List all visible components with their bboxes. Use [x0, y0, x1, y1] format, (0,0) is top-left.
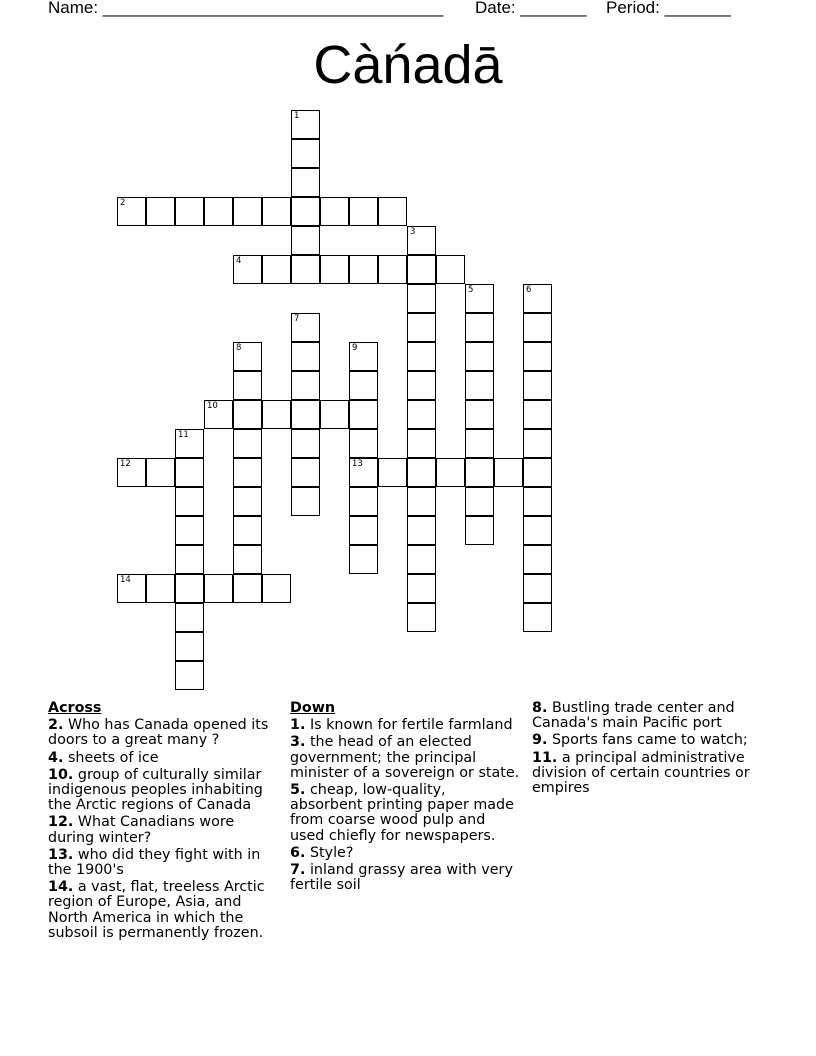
- grid-cell[interactable]: [523, 371, 552, 400]
- grid-cell[interactable]: [465, 487, 494, 516]
- grid-cell[interactable]: [436, 458, 465, 487]
- grid-cell[interactable]: [175, 574, 204, 603]
- grid-cell[interactable]: [523, 545, 552, 574]
- grid-cell[interactable]: [523, 284, 552, 313]
- grid-cell[interactable]: [175, 603, 204, 632]
- clue-down-11: 11. a principal administrative division of certain countries or empires: [532, 749, 750, 797]
- grid-cell[interactable]: [465, 458, 494, 487]
- grid-cell[interactable]: [349, 458, 378, 487]
- grid-cell[interactable]: [523, 400, 552, 429]
- grid-cell[interactable]: [175, 661, 204, 690]
- grid-cell[interactable]: [465, 400, 494, 429]
- grid-cell[interactable]: [407, 516, 436, 545]
- clue-number: 10: [207, 401, 218, 411]
- clue-number: 14: [120, 575, 131, 585]
- grid-cell[interactable]: [175, 458, 204, 487]
- clue-across-2: 2. Who has Canada opened its doors to a great many ?: [48, 717, 269, 749]
- grid-cell[interactable]: [175, 429, 204, 458]
- grid-cell[interactable]: [407, 429, 436, 458]
- grid-cell[interactable]: [204, 574, 233, 603]
- clue-down-6: 6. Style?: [290, 844, 354, 861]
- grid-cell[interactable]: [523, 574, 552, 603]
- across-clues: [48, 701, 280, 943]
- grid-cell[interactable]: [523, 342, 552, 371]
- clue-down-3: 3. the head of an elected government; the principal minister of a sovereign or state.: [290, 734, 520, 781]
- clue-number: 5: [468, 285, 474, 295]
- grid-cell[interactable]: [233, 371, 262, 400]
- grid-cell[interactable]: [407, 574, 436, 603]
- grid-cell[interactable]: [204, 197, 233, 226]
- grid-cell[interactable]: [407, 313, 436, 342]
- page-title: Càńadā: [313, 35, 503, 95]
- grid-cell[interactable]: [175, 632, 204, 661]
- name-field: Name: ____________________________________: [48, 0, 444, 17]
- clue-number: 6: [526, 285, 532, 295]
- clue-number: 4: [236, 256, 242, 266]
- clue-number: 13: [352, 459, 363, 469]
- grid-cell[interactable]: [465, 371, 494, 400]
- grid-cell[interactable]: [262, 255, 291, 284]
- grid-cell[interactable]: [320, 197, 349, 226]
- grid-cell[interactable]: [349, 197, 378, 226]
- grid-cell[interactable]: [233, 574, 262, 603]
- grid-cell[interactable]: [465, 429, 494, 458]
- grid-cell[interactable]: [465, 342, 494, 371]
- grid-cell[interactable]: [291, 197, 320, 226]
- grid-cell[interactable]: [407, 458, 436, 487]
- grid-cell[interactable]: [378, 458, 407, 487]
- grid-cell[interactable]: [436, 255, 465, 284]
- grid-cell[interactable]: [523, 313, 552, 342]
- grid-cell[interactable]: [117, 458, 146, 487]
- clue-number: 9: [352, 343, 358, 353]
- grid-cell[interactable]: [291, 226, 320, 255]
- grid-cell[interactable]: [349, 429, 378, 458]
- clue-number: 3: [410, 227, 416, 237]
- grid-cell[interactable]: [407, 284, 436, 313]
- grid-cell[interactable]: [262, 400, 291, 429]
- grid-cell[interactable]: [320, 255, 349, 284]
- down-clues: [290, 701, 522, 895]
- grid-cell[interactable]: [233, 545, 262, 574]
- grid-cell[interactable]: [349, 516, 378, 545]
- clue-down-5: 5. cheap, low-quality, absorbent printing paper made from coarse wood pulp and used chiefly for newspapers.: [290, 782, 514, 844]
- grid-cell[interactable]: [407, 545, 436, 574]
- grid-cell[interactable]: [233, 342, 262, 371]
- grid-cell[interactable]: [291, 487, 320, 516]
- down-heading: Down: [290, 700, 336, 716]
- grid-cell[interactable]: [233, 400, 262, 429]
- grid-cell[interactable]: [233, 487, 262, 516]
- clue-number: 1: [294, 111, 300, 121]
- grid-cell[interactable]: [117, 197, 146, 226]
- grid-cell[interactable]: [465, 313, 494, 342]
- down-clues-continued: [532, 701, 772, 798]
- grid-cell[interactable]: [523, 458, 552, 487]
- clue-down-8: 8. Bustling trade center and Canada's main Pacific port: [532, 700, 735, 732]
- grid-cell[interactable]: [349, 371, 378, 400]
- clue-down-1: 1. Is known for fertile farmland: [290, 717, 513, 734]
- grid-cell[interactable]: [291, 255, 320, 284]
- grid-cell[interactable]: [204, 400, 233, 429]
- grid-cell[interactable]: [465, 284, 494, 313]
- grid-cell[interactable]: [407, 400, 436, 429]
- grid-cell[interactable]: [320, 400, 349, 429]
- grid-cell[interactable]: [407, 487, 436, 516]
- grid-cell[interactable]: [291, 313, 320, 342]
- grid-cell[interactable]: [291, 458, 320, 487]
- grid-cell[interactable]: [291, 139, 320, 168]
- grid-cell[interactable]: [291, 429, 320, 458]
- grid-cell[interactable]: [146, 197, 175, 226]
- grid-cell[interactable]: [233, 516, 262, 545]
- grid-cell[interactable]: [465, 516, 494, 545]
- grid-cell[interactable]: [291, 371, 320, 400]
- clue-across-10: 10. group of culturally similar indigenous peoples inhabiting the Arctic regions of Canada: [48, 766, 263, 814]
- clue-number: 8: [236, 343, 242, 353]
- clue-across-4: 4. sheets of ice: [48, 749, 159, 766]
- clue-number: 7: [294, 314, 300, 324]
- clue-number: 2: [120, 198, 126, 208]
- grid-cell[interactable]: [175, 487, 204, 516]
- grid-cell[interactable]: [291, 168, 320, 197]
- across-heading: Across: [48, 700, 102, 716]
- grid-cell[interactable]: [146, 574, 175, 603]
- clue-number: 12: [120, 459, 131, 469]
- grid-cell[interactable]: [523, 487, 552, 516]
- date-field: Date: _______: [475, 0, 587, 17]
- grid-cell[interactable]: [349, 545, 378, 574]
- grid-cell[interactable]: [262, 574, 291, 603]
- clue-down-7: 7. inland grassy area with very fertile soil: [290, 862, 513, 894]
- grid-cell[interactable]: [407, 342, 436, 371]
- grid-cell[interactable]: [291, 110, 320, 139]
- grid-cell[interactable]: [378, 255, 407, 284]
- grid-cell[interactable]: [233, 429, 262, 458]
- grid-cell[interactable]: [494, 458, 523, 487]
- grid-cell[interactable]: [407, 255, 436, 284]
- grid-cell[interactable]: [233, 458, 262, 487]
- clue-across-14: 14. a vast, flat, treeless Arctic region of Europe, Asia, and North America in which the subsoil is permanently frozen.: [48, 879, 265, 941]
- grid-cell[interactable]: [262, 197, 291, 226]
- grid-cell[interactable]: [117, 574, 146, 603]
- grid-cell[interactable]: [407, 226, 436, 255]
- grid-cell[interactable]: [523, 603, 552, 632]
- grid-cell[interactable]: [349, 400, 378, 429]
- grid-cell[interactable]: [523, 429, 552, 458]
- grid-cell[interactable]: [291, 342, 320, 371]
- grid-cell[interactable]: [407, 371, 436, 400]
- grid-cell[interactable]: [175, 197, 204, 226]
- grid-cell[interactable]: [378, 197, 407, 226]
- grid-cell[interactable]: [407, 603, 436, 632]
- grid-cell[interactable]: [146, 458, 175, 487]
- grid-cell[interactable]: [349, 487, 378, 516]
- clue-across-13: 13. who did they fight with in the 1900's: [48, 846, 261, 879]
- grid-cell[interactable]: [349, 342, 378, 371]
- clue-number: 11: [178, 430, 189, 440]
- grid-cell[interactable]: [233, 255, 262, 284]
- grid-cell[interactable]: [349, 255, 378, 284]
- grid-cell[interactable]: [291, 400, 320, 429]
- clue-across-12: 12. What Canadians wore during winter?: [48, 814, 235, 846]
- grid-cell[interactable]: [523, 516, 552, 545]
- grid-cell[interactable]: [175, 516, 204, 545]
- clue-down-9: 9. Sports fans came to watch;: [532, 732, 748, 749]
- period-field: Period: _______: [606, 0, 731, 17]
- grid-cell[interactable]: [175, 545, 204, 574]
- grid-cell[interactable]: [233, 197, 262, 226]
